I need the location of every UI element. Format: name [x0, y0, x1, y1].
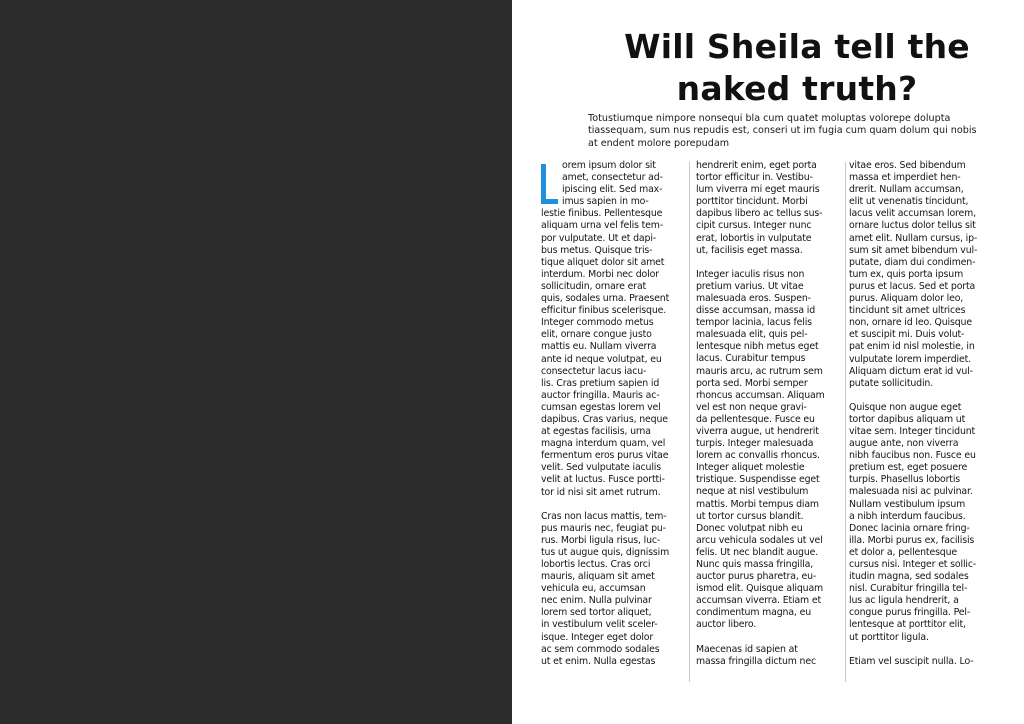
drop-cap-letter: [541, 164, 546, 204]
body-paragraph: Integer iaculis risus non pretium varius. Ut vitae malesuada eros. Suspen- disse accumsan, massa id tempor lacinia, lacus felis malesuada elit, quis pel- lentesque nibh metus eget lacus. Curabitur tempus mauris arcu, ac rutrum sem porta sed. Morbi semper rhoncus accumsan. Aliquam vel est non neque gravi- da pellentesque. Fusce eu viverra augue, ut hendrerit turpis. Integer malesuada lorem ac convallis rhoncus. Integer aliquet molestie tristique. Suspendisse eget neque at nisl vestibulum mattis. Morbi tempus diam ut tortor cursus blandit. Donec volutpat nibh eu arcu vehicula sodales ut vel felis. Ut nec blandit augue. Nunc quis massa fringilla, auctor purus pharetra, eu- ismod elit. Quisque aliquam accumsan viverra. Etiam et condimentum magna, eu auctor libero.: [696, 268, 825, 631]
body-paragraph: hendrerit enim, eget porta tortor efficitur in. Vestibu- lum viverra mi eget mauris porttitor tincidunt. Morbi dapibus libero ac tellus sus- cipit cursus. Integer nunc erat, lobortis in vulputate ut, facilisis eget massa.: [696, 160, 823, 256]
body-paragraph: lestie finibus. Pellentesque aliquam urna vel felis tem- por vulputate. Ut et dapi- bus metus. Quisque tris- tique aliquet dolor sit amet interdum. Morbi nec dolor sollicitudin, ornare erat quis, sodales urna. Praesent efficitur finibus scelerisque. Integer commodo metus elit, ornare congue justo mattis eu. Nullam viverra ante id neque volutpat, eu consectetur lacus iacu- lis. Cras pretium sapien id auctor fringilla. Mauris ac- cumsan egestas lorem vel dapibus. Cras varius, neque at egestas facilisis, urna magna interdum quam, vel fermentum eros purus vitae velit. Sed vulputate iaculis velit at luctus. Fusce portti- tor id nisi sit amet rutrum.: [541, 208, 670, 498]
drop-cap-block: [541, 160, 684, 208]
article-headline: Will Sheila tell the naked truth?: [624, 27, 970, 108]
body-paragraph: Maecenas id sapien at massa fringilla dictum nec: [696, 643, 816, 667]
body-paragraph: Cras non lacus mattis, tem- pus mauris nec, feugiat pu- rus. Morbi ligula risus, luc- tus ut augue quis, dignissim lobortis lectus. Cras orci mauris, aliquam sit amet vehicula eu, accumsan nec enim. Nulla pulvinar lorem sed tortor aliquet, in vestibulum velit sceler- isque. Integer eget dolor ac sem commodo sodales ut et enim. Nulla egestas: [541, 510, 670, 667]
lead-paragraph-start: orem ipsum dolor sit amet, consectetur ad- ipiscing elit. Sed max- imus sapien in mo-: [562, 160, 663, 208]
body-paragraph: Quisque non augue eget tortor dapibus aliquam ut vitae sem. Integer tincidunt augue ante, non viverra nibh faucibus non. Fusce eu pretium est, eget posuere turpis. Phasellus lobortis malesuada nisi ac pulvinar. Nullam vestibulum ipsum a nibh interdum faucibus. Donec lacinia ornare fring- illa. Morbi purus ex, facilisis et dolor a, pellentesque cursus nisi. Integer et sollic- itudin magna, sed sodales nisl. Curabitur fringilla tel- lus ac ligula hendrerit, a congue purus fringilla. Pel- lentesque at porttitor elit, ut porttitor ligula.: [849, 401, 977, 643]
body-column-2: [696, 160, 842, 690]
body-column-1: [541, 160, 684, 690]
right-page-article: [512, 0, 1024, 724]
body-paragraph: Etiam vel suscipit nulla. Lo-: [849, 655, 974, 667]
body-column-3: [849, 160, 995, 690]
article-body: [512, 160, 1024, 700]
drop-cap-letter-base: [541, 199, 558, 204]
body-paragraph: vitae eros. Sed bibendum massa et imperdiet hen- drerit. Nullam accumsan, elit ut venenatis tincidunt, lacus velit accumsan lorem, ornare luctus dolor tellus sit amet elit. Nullam cursus, ip- sum sit amet bibendum vul- putate, diam dui condimen- tum ex, quis porta ipsum purus et lacus. Sed et porta purus. Aliquam dolor leo, tincidunt sit amet ultrices non, ornare id leo. Quisque et suscipit mi. Duis volut- pat enim id nisl molestie, in vulputate lorem imperdiet. Aliquam dictum erat id vul- putate sollicitudin.: [849, 160, 978, 389]
article-standfirst: Totustiumque nimpore nonsequi bla cum quatet moluptas volorepe dolupta tiassequam, sum nus repudis est, conseri ut im fugia cum quam dolum qui nobis at endent molore porepudam: [588, 113, 977, 149]
